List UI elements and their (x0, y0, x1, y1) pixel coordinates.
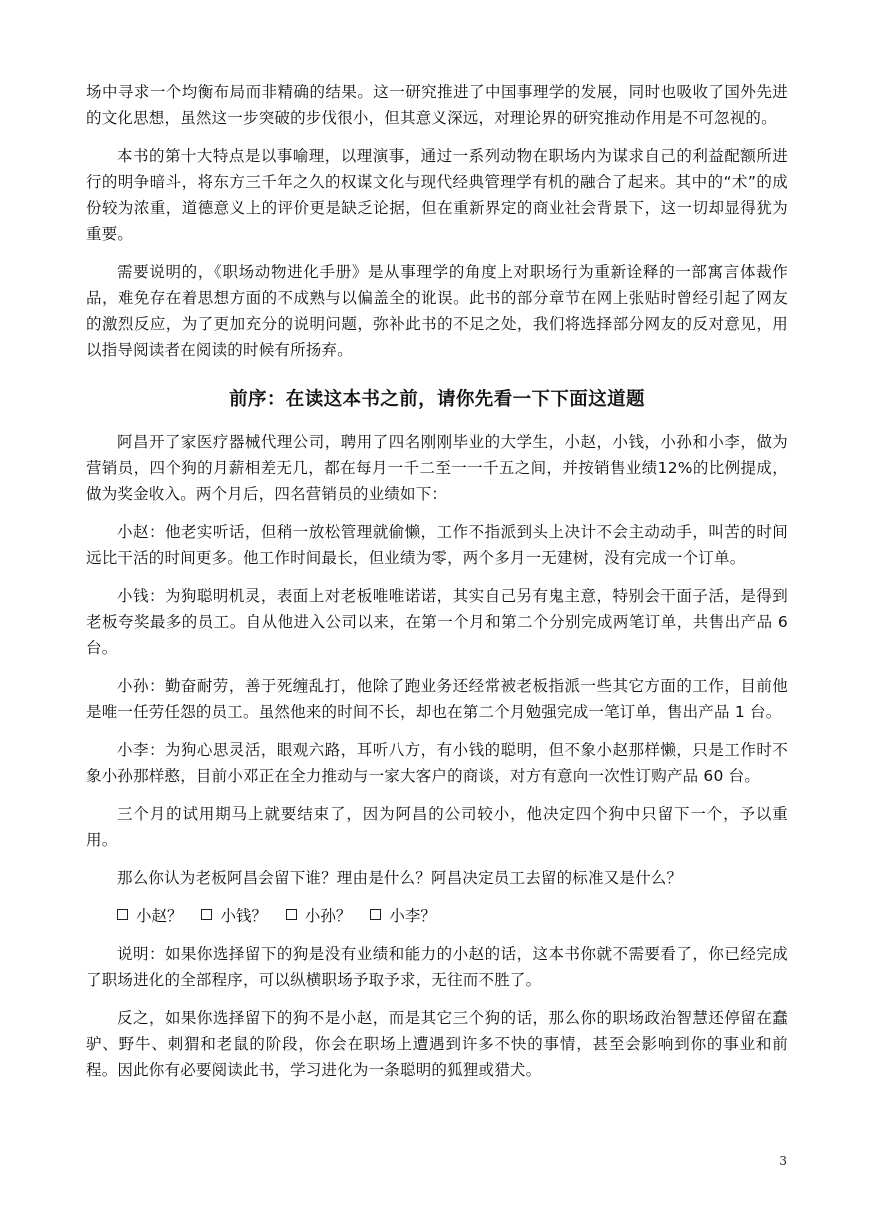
paragraph-xiaosun: 小孙：勤奋耐劳，善于死缠乱打，他除了跑业务还经常被老板指派一些其它方面的工作，目前他是唯一任劳任怨的员工。虽然他来的时间不长，却也在第二个月勉强完成一笔订单，售出产品 1 台。 (86, 677, 788, 721)
option-xiaozhao[interactable]: 小赵？ (117, 903, 183, 929)
paragraph-xiaoqian: 小钱：为狗聪明机灵，表面上对老板唯唯诺诺，其实自己另有鬼主意，特别会干面子活，是得到老板夸奖最多的员工。自从他进入公司以来，在第一个月和第二个分别完成两笔订单，共售出产品 6 台。 (86, 587, 788, 657)
paragraph-question: 那么你认为老板阿昌会留下谁？理由是什么？阿昌决定员工去留的标准又是什么？ (117, 869, 683, 887)
option-xiaoqian[interactable]: 小钱？ (201, 903, 267, 929)
paragraph-trial-end: 三个月的试用期马上就要结束了，因为阿昌的公司较小，他决定四个狗中只留下一个，予以重用。 (86, 805, 788, 849)
document-page (86, 79, 788, 1083)
checkbox-icon[interactable] (286, 909, 297, 920)
answer-options (86, 903, 788, 929)
option-xiaoli[interactable]: 小李？ (370, 903, 436, 929)
paragraph-tenth-feature: 本书的第十大特点是以事喻理，以理演事，通过一系列动物在职场内为谋求自己的利益配额所进行的明争暗斗，将东方三千年之久的权谋文化与现代经典管理学有机的融合了起来。其中的“术”的成份较为浓重，道德意义上的评价更是缺乏论据，但在重新界定的商业社会背景下，这一切却显得犹为重要。 (86, 147, 788, 243)
paragraph-xiaozhao: 小赵：他老实听话，但稍一放松管理就偷懒，工作不指派到头上决计不会主动动手，叫苦的时间远比干活的时间更多。他工作时间最长，但业绩为零，两个多月一无建树，没有完成一个订单。 (86, 523, 788, 567)
checkbox-icon[interactable] (370, 909, 381, 920)
checkbox-icon[interactable] (201, 909, 212, 920)
page-number: 3 (779, 1154, 787, 1168)
paragraph-story-intro: 阿昌开了家医疗器械代理公司，聘用了四名刚刚毕业的大学生，小赵，小钱，小孙和小李，做为营销员，四个狗的月薪相差无几，都在每月一千二至一一千五之间，并按销售业绩12%的比例提成，做为奖金收入。两个月后，四名营销员的业绩如下： (86, 433, 788, 503)
paragraph-continued: 场中寻求一个均衡布局而非精确的结果。这一研究推进了中国事理学的发展，同时也吸收了国外先进的文化思想，虽然这一步突破的步伐很小，但其意义深远，对理论界的研究推动作用是不可忽视的。 (86, 83, 788, 127)
paragraph-explanation: 需要说明的，《职场动物进化手册》是从事理学的角度上对职场行为重新诠释的一部寓言体裁作品，难免存在着思想方面的不成熟与以偏盖全的讹误。此书的部分章节在网上张贴时曾经引起了网友的激烈反应，为了更加充分的说明问题，弥补此书的不足之处，我们将选择部分网友的反对意见，用以指导阅读者在阅读的时候有所扬弃。 (86, 263, 788, 359)
checkbox-icon[interactable] (117, 909, 128, 920)
paragraph-xiaoli: 小李：为狗心思灵活，眼观六路，耳听八方，有小钱的聪明，但不象小赵那样懒，只是工作时不象小孙那样憨，目前小邓正在全力推动与一家大客户的商谈，对方有意向一次性订购产品 60 台。 (86, 741, 788, 785)
section-heading: 前序：在读这本书之前，请你先看一下下面这道题 (229, 389, 645, 410)
paragraph-note: 说明：如果你选择留下的狗是没有业绩和能力的小赵的话，这本书你就不需要看了，你已经完成了职场进化的全部程序，可以纵横职场予取予求，无往而不胜了。 (86, 945, 788, 989)
paragraph-conversely: 反之，如果你选择留下的狗不是小赵，而是其它三个狗的话，那么你的职场政治智慧还停留在蠢驴、野牛、刺猬和老鼠的阶段，你会在职场上遭遇到许多不快的事情，甚至会影响到你的事业和前程。因此你有必要阅读此书，学习进化为一条聪明的狐狸或猎犬。 (86, 1009, 788, 1079)
option-xiaosun[interactable]: 小孙？ (286, 903, 352, 929)
